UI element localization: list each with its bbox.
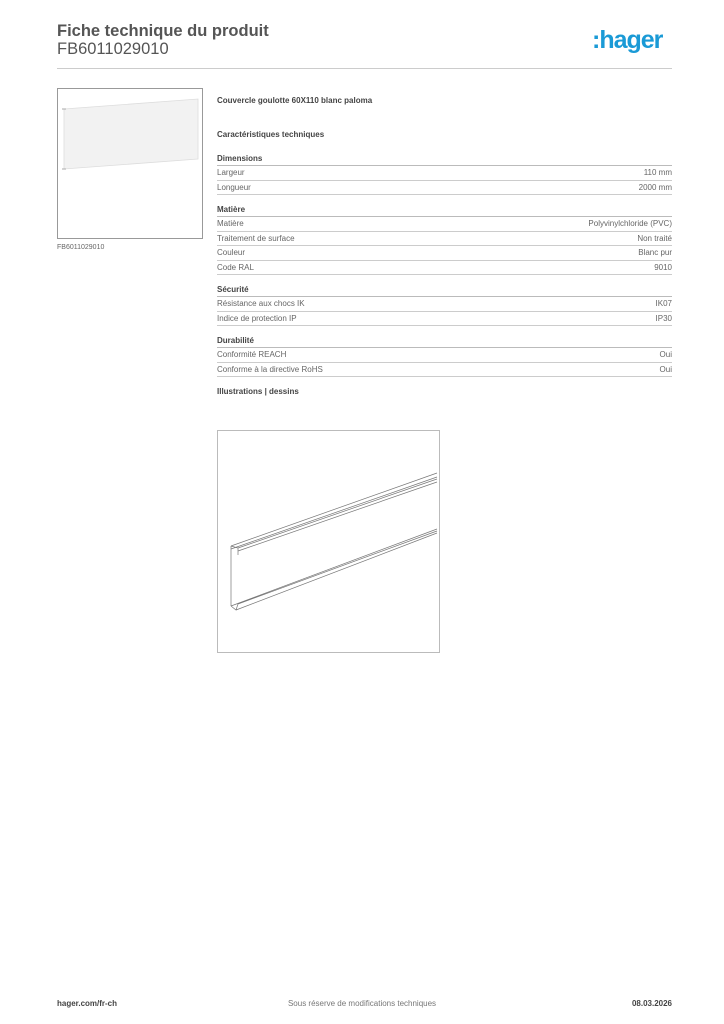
hager-logo: :hager	[592, 26, 663, 54]
footer-notice: Sous réserve de modifications techniques	[287, 999, 437, 1008]
spec-row	[217, 217, 672, 232]
section-title: Dimensions	[217, 154, 672, 166]
spec-label: Code RAL	[217, 262, 254, 272]
spec-column	[217, 96, 672, 396]
spec-row	[217, 363, 672, 378]
page-title: Fiche technique du produit	[57, 22, 269, 40]
spec-value: Polyvinylchloride (PVC)	[588, 219, 672, 228]
spec-label: Indice de protection IP	[217, 313, 297, 323]
spec-label: Matière	[217, 219, 244, 228]
spec-value: IP30	[655, 313, 672, 323]
product-photo	[58, 89, 202, 238]
image-caption: FB6011029010	[57, 244, 105, 251]
spec-label: Résistance aux chocs IK	[217, 299, 305, 308]
illustrations-title: Illustrations | dessins	[217, 387, 299, 396]
product-image	[57, 88, 203, 239]
spec-label: Couleur	[217, 248, 246, 257]
spec-row	[217, 181, 672, 196]
spec-value: 2000 mm	[638, 182, 672, 192]
cover-drawing	[218, 431, 439, 652]
header-divider	[57, 68, 672, 69]
spec-section	[217, 285, 672, 326]
technical-drawing	[217, 430, 440, 653]
spec-value: 9010	[654, 262, 672, 272]
spec-value: Blanc pur	[638, 248, 672, 257]
spec-label: Longueur	[217, 182, 251, 192]
spec-value: IK07	[655, 299, 672, 308]
spec-row	[217, 312, 672, 327]
spec-row	[217, 232, 672, 247]
footer-website[interactable]: hager.com/fr-ch	[57, 999, 118, 1008]
product-name: Couvercle goulotte 60X110 blanc paloma	[217, 96, 373, 105]
spec-label: Largeur	[217, 168, 245, 177]
spec-row	[217, 166, 672, 181]
spec-section	[217, 154, 672, 195]
spec-label: Conformité REACH	[217, 350, 287, 359]
section-title: Matière	[217, 205, 672, 217]
spec-section	[217, 205, 672, 275]
spec-row	[217, 261, 672, 276]
spec-section	[217, 336, 672, 377]
section-title: Sécurité	[217, 285, 672, 297]
spec-value: Oui	[659, 350, 672, 359]
product-code: FB6011029010	[57, 40, 169, 58]
footer-date: 08.03.2026	[631, 999, 672, 1008]
spec-row	[217, 348, 672, 363]
spec-label: Traitement de surface	[217, 233, 295, 243]
section-title: Durabilité	[217, 336, 672, 348]
spec-value: Non traité	[637, 233, 672, 243]
tech-title: Caractéristiques techniques	[217, 130, 325, 139]
spec-row	[217, 297, 672, 312]
spec-row	[217, 246, 672, 261]
spec-value: 110 mm	[643, 168, 672, 177]
spec-label: Conforme à la directive RoHS	[217, 364, 323, 374]
spec-value: Oui	[659, 364, 672, 374]
